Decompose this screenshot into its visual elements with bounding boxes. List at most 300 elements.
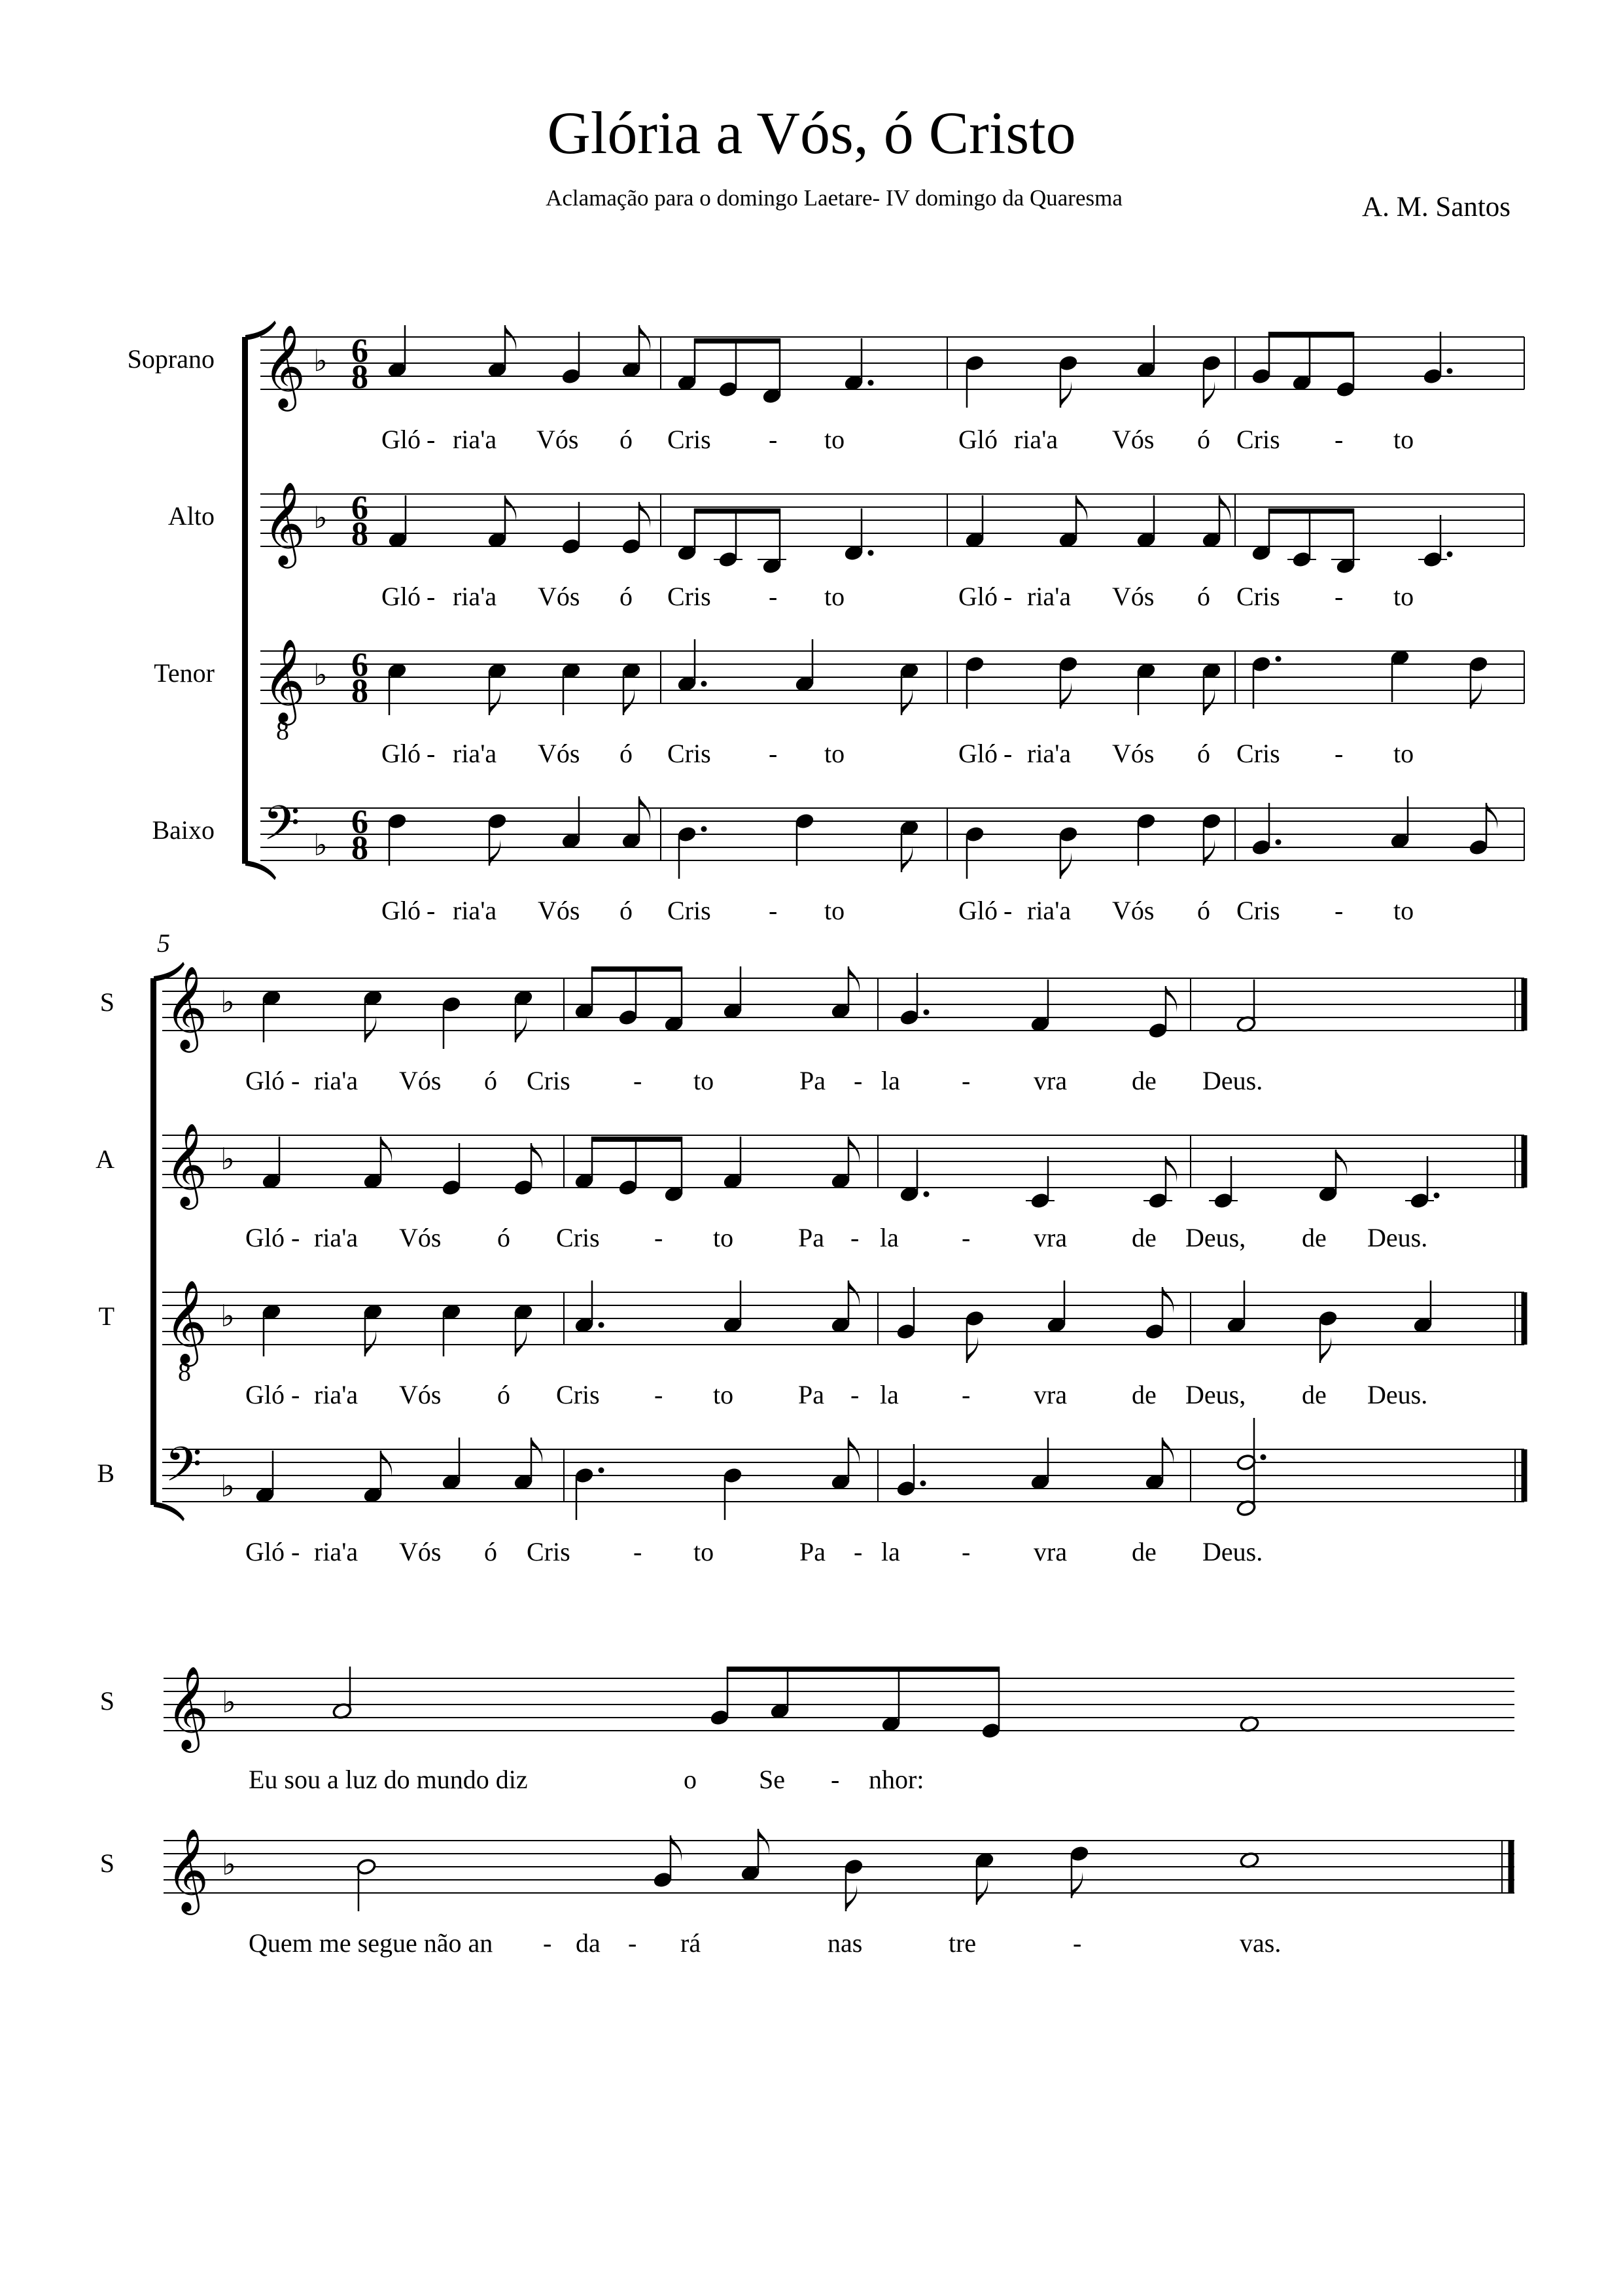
lyric-hyphen: - [850,1380,860,1409]
note [1318,1150,1348,1203]
note [1202,355,1222,408]
staff-line-group [260,494,1524,546]
lyric-syllable: ria'a [1027,896,1072,925]
lyric-syllable: Gló [381,896,421,925]
note [975,1852,995,1905]
treble-clef-icon: 𝄞 [263,481,306,565]
lyric-syllable: tre [949,1928,977,1958]
note [255,1451,275,1504]
staff-label: Baixo [152,815,215,845]
bracket-bottom [154,1502,184,1521]
lyric-syllable: Vós [399,1537,442,1566]
lyric-syllable: Vós [1112,425,1155,454]
time-signature-numerator: 6 [351,332,368,370]
lyric-hyphen: - [769,582,778,611]
beam-group [1268,332,1354,389]
lyric-syllable: Deus. [1367,1223,1428,1252]
lyric-syllable: ó [1197,739,1210,768]
note [1331,557,1360,575]
time-signature-denominator: 8 [351,516,368,553]
note [1227,1280,1247,1333]
lyric-syllable: Gló [245,1066,285,1095]
lyric-syllable: Deus, [1185,1223,1246,1252]
lyric-syllable: to [713,1223,734,1252]
lyric-syllable: de [1302,1380,1327,1409]
flat-icon: ♭ [222,1684,236,1720]
lyric-syllable: vra [1034,1223,1068,1252]
note [899,819,920,872]
note [262,1137,282,1190]
lyric-syllable: to [1393,739,1414,768]
lyric-syllable: Gló [381,739,421,768]
lyric-syllable: vas. [1240,1928,1282,1958]
lyric-syllable: Cris [667,739,711,768]
note [487,813,508,866]
lyric-hyphen: - [427,582,436,611]
note [844,508,874,561]
treble-clef-icon: 𝄞 [263,638,306,722]
note [831,1438,860,1491]
lyric-syllable: to [824,739,845,768]
note [1136,662,1157,715]
lyric-syllable: ó [1197,582,1210,611]
lyric-hyphen: - [1335,582,1344,611]
lyric-syllable: Vós [399,1380,442,1409]
note [387,813,408,866]
staff-line-group [260,808,1524,860]
note [896,1444,926,1497]
lyric-hyphen: - [654,1223,663,1252]
lyric-syllable: Gló [245,1537,285,1566]
note [388,495,408,548]
score-title: Glória a Vós, ó Cristo [547,99,1076,166]
lyric-syllable: Gló [381,425,421,454]
note [831,1137,860,1190]
lyric-syllable: Gló [958,582,998,611]
lyric-syllable: Cris [667,896,711,925]
note [965,1310,985,1363]
lyric-syllable: ó [497,1223,510,1252]
lyric-syllable: Cris [527,1537,570,1566]
lyric-syllable: vra [1034,1537,1068,1566]
lyric-hyphen: - [1073,1928,1082,1958]
note [723,966,743,1019]
lyric-syllable: Cris [556,1380,600,1409]
note [363,1137,393,1190]
lyric-syllable: Eu sou a luz do mundo diz [249,1765,528,1794]
lyric-syllable: la [880,1380,899,1409]
lyric-hyphen: - [854,1537,863,1566]
flat-icon: ♭ [220,984,235,1019]
note [332,1667,353,1720]
lyric-syllable: rá [680,1928,701,1958]
time-signature-numerator: 6 [351,646,368,684]
note [1145,1438,1174,1491]
note [831,966,860,1019]
note [1469,803,1498,856]
flat-icon: ♭ [220,1141,235,1176]
note [896,1287,916,1340]
note [1390,796,1410,849]
note [1058,826,1079,879]
note [1469,656,1489,709]
note [514,1303,534,1356]
lyric-syllable: Pa [799,1537,826,1566]
lyric-syllable: vra [1034,1380,1068,1409]
note [561,502,582,555]
note [1418,515,1453,568]
lyric-hyphen: - [769,425,778,454]
staff-label: Alto [167,501,215,531]
system-bracket [242,337,248,864]
lyric-syllable: to [824,896,845,925]
lyric-syllable: Deus, [1185,1380,1246,1409]
lyric-syllable: to [824,425,845,454]
lyric-syllable: Vós [538,739,580,768]
note [561,332,582,385]
bracket-bottom [245,860,276,880]
lyric-syllable: ria'a [314,1380,358,1409]
lyric-syllable: ria'a [1014,425,1058,454]
beam-group [727,1667,1000,1731]
lyric-syllable: nhor: [869,1765,924,1794]
note [487,662,508,715]
time-signature-denominator: 8 [351,359,368,396]
lyric-hyphen: - [1335,425,1344,454]
note [965,826,985,879]
lyric-syllable: ria'a [1027,582,1072,611]
note [1058,656,1079,709]
lyric-syllable: Cris [1236,425,1280,454]
note [723,1467,743,1520]
note [1423,332,1453,385]
lyric-syllable: ria'a [314,1066,358,1095]
note [387,325,408,378]
note [1236,980,1257,1033]
lyric-hyphen: - [633,1066,642,1095]
note [1405,1156,1440,1209]
note [561,796,582,849]
lyric-syllable: Deus. [1367,1380,1428,1409]
lyric-syllable: Vós [1112,896,1155,925]
lyric-hyphen: - [1003,896,1013,925]
note [677,639,707,692]
staff-label: A [96,1144,114,1174]
treble-clef-icon: 𝄞 [165,1279,208,1363]
note [723,1280,743,1333]
lyric-syllable: de [1132,1066,1157,1095]
note [1136,813,1157,866]
note [621,662,642,715]
note [363,989,383,1042]
note [442,996,462,1049]
octave-down-marker: 8 [178,1357,191,1386]
treble-clef-icon: 𝄞 [166,1828,209,1911]
lyric-syllable: de [1302,1223,1327,1252]
lyric-syllable: Cris [527,1066,570,1095]
lyric-hyphen: - [427,425,436,454]
lyric-syllable: da [576,1928,601,1958]
bass-clef-icon: 𝄢 [263,795,300,862]
note [677,826,707,879]
note [1058,495,1088,548]
note [487,495,517,548]
lyric-hyphen: - [769,739,778,768]
lyric-syllable: Vós [1112,582,1155,611]
lyric-hyphen: - [962,1380,971,1409]
note [1047,1280,1067,1333]
lyric-syllable: Pa [799,1066,826,1095]
beam-group [694,508,780,566]
lyric-syllable: ria'a [453,896,497,925]
note [514,1438,543,1491]
flat-icon: ♭ [313,343,328,378]
note [844,1858,864,1911]
staff-label: Tenor [154,658,215,688]
treble-clef-icon: 𝄞 [263,324,306,408]
lyric-hyphen: - [769,896,778,925]
lyric-syllable: Cris [1236,582,1280,611]
note [621,502,651,555]
note [442,1438,462,1491]
note [714,551,742,569]
lyric-syllable: la [881,1066,900,1095]
note [561,662,582,715]
lyric-syllable: ó [620,582,633,611]
lyric-syllable: Vós [538,896,580,925]
staff-label: Soprano [127,344,215,374]
lyric-syllable: Gló [381,582,421,611]
lyric-syllable: ria'a [314,1223,358,1252]
beam-group [694,338,780,396]
lyric-syllable: to [693,1066,714,1095]
lyric-hyphen: - [427,896,436,925]
note [514,1143,543,1196]
lyric-syllable: to [1393,425,1414,454]
note [262,1303,282,1356]
staff-label: S [99,987,114,1017]
note [1251,656,1282,709]
lyric-syllable: Gló [958,425,998,454]
lyric-syllable: Gló [958,896,998,925]
bass-clef-icon: 𝄢 [165,1436,202,1504]
system-bracket [150,978,156,1505]
note [899,973,930,1026]
note [795,813,815,866]
note [1070,1845,1090,1898]
lyric-syllable: Cris [667,425,711,454]
note [1030,1438,1051,1491]
lyric-syllable: la [880,1223,899,1252]
note [1202,495,1231,548]
lyric-syllable: vra [1034,1066,1068,1095]
lyric-syllable: Gló [958,739,998,768]
lyric-syllable: to [713,1380,734,1409]
lyric-hyphen: - [427,739,436,768]
lyric-hyphen: - [1003,582,1013,611]
staff-line-group [260,337,1524,389]
lyric-syllable: ó [620,896,633,925]
lyric-syllable: to [693,1537,714,1566]
note [1209,1156,1238,1209]
lyric-syllable: Pa [798,1223,824,1252]
note [1026,1156,1055,1209]
note [965,355,985,408]
note [1136,325,1157,378]
flat-icon: ♭ [222,1846,236,1882]
note [1202,662,1222,715]
note [965,656,985,709]
lyric-syllable: Deus. [1202,1537,1263,1566]
lyric-syllable: ó [1197,425,1210,454]
note [1251,803,1282,856]
lyric-syllable: ó [620,739,633,768]
lyric-syllable: Vós [399,1223,442,1252]
lyric-hyphen: - [1335,896,1344,925]
lyric-hyphen: - [1335,739,1344,768]
note [1058,355,1079,408]
staff-line-group [164,1678,1514,1731]
lyric-syllable: Deus. [1202,1066,1263,1095]
note [1202,813,1222,866]
note [1236,1418,1266,1471]
staff-label: S [99,1848,114,1878]
lyric-syllable: ó [484,1066,497,1095]
lyric-hyphen: - [291,1066,300,1095]
lyric-syllable: Vós [1112,739,1155,768]
lyric-syllable: Vós [399,1066,442,1095]
note [1287,551,1316,569]
lyric-syllable: Se [759,1765,785,1794]
lyric-syllable: ria'a [1027,739,1072,768]
lyric-syllable: ó [497,1380,510,1409]
measure-number: 5 [157,928,170,958]
note [1390,649,1410,702]
lyric-hyphen: - [628,1928,637,1958]
note [487,325,517,378]
lyric-syllable: Cris [1236,739,1280,768]
beam-group [591,966,682,1024]
octave-down-marker: 8 [276,716,289,745]
lyric-hyphen: - [654,1380,663,1409]
note [844,338,874,391]
lyric-hyphen: - [1003,739,1013,768]
time-signature-numerator: 6 [351,489,368,527]
note [1318,1310,1338,1363]
lyric-syllable: ria'a [453,425,497,454]
flat-icon: ♭ [220,1468,235,1504]
note [574,1467,604,1520]
lyric-hyphen: - [962,1223,971,1252]
lyric-hyphen: - [962,1066,971,1095]
note [621,325,651,378]
note [758,557,786,575]
score-subtitle: Aclamação para o domingo Laetare- IV domingo da Quaresma [546,185,1123,211]
lyric-syllable: nas [828,1928,863,1958]
lyric-syllable: Gló [245,1223,285,1252]
lyric-syllable: ria'a [314,1537,358,1566]
beam-group [591,1137,682,1194]
note [831,1280,860,1333]
note [442,1143,462,1196]
time-signature-denominator: 8 [351,673,368,710]
time-signature-numerator: 6 [351,804,368,841]
lyric-syllable: to [824,582,845,611]
note [653,1835,682,1888]
note [795,639,815,692]
flat-icon: ♭ [220,1298,235,1333]
lyric-syllable: to [1393,582,1414,611]
note [723,1137,743,1190]
note [965,495,985,548]
note [363,1303,383,1356]
lyric-syllable: Vós [536,425,579,454]
note [442,1303,462,1356]
time-signature-denominator: 8 [351,830,368,867]
note [1030,980,1051,1033]
lyric-syllable: Gló [245,1380,285,1409]
lyric-syllable: de [1132,1380,1157,1409]
note [621,796,651,849]
note [514,989,534,1042]
lyric-syllable: Cris [556,1223,600,1252]
note [899,662,920,715]
flat-icon: ♭ [313,827,328,862]
note [387,662,408,715]
staff-line-group [260,651,1524,703]
note [1413,1280,1433,1333]
lyric-syllable: de [1132,1223,1157,1252]
note [741,1829,770,1882]
lyric-syllable: Pa [798,1380,824,1409]
staff-label: B [97,1458,114,1488]
lyric-hyphen: - [633,1537,642,1566]
lyric-hyphen: - [850,1223,860,1252]
lyric-syllable: Quem me segue não an [249,1928,493,1958]
lyric-hyphen: - [962,1537,971,1566]
lyric-syllable: Vós [538,582,580,611]
lyric-hyphen: - [543,1928,552,1958]
lyric-syllable: la [881,1537,900,1566]
composer-name: A. M. Santos [1362,192,1510,222]
lyric-syllable: to [1393,896,1414,925]
note [363,1451,393,1504]
lyric-hyphen: - [831,1765,840,1794]
treble-clef-icon: 𝄞 [165,965,208,1049]
staff-label: T [98,1301,114,1331]
lyric-syllable: ria'a [453,739,497,768]
note [1145,1287,1174,1340]
lyric-syllable: ria'a [453,582,497,611]
lyric-hyphen: - [854,1066,863,1095]
lyric-syllable: Cris [1236,896,1280,925]
lyric-syllable: o [684,1765,697,1794]
note [1136,495,1157,548]
note [1236,1464,1257,1517]
lyric-syllable: Cris [667,582,711,611]
flat-icon: ♭ [313,657,328,692]
lyric-hyphen: - [291,1223,300,1252]
treble-clef-icon: 𝄞 [166,1665,209,1749]
lyric-syllable: de [1132,1537,1157,1566]
note [574,1280,604,1333]
lyric-syllable: ó [484,1537,497,1566]
note [357,1858,377,1911]
beam-group [1268,508,1354,566]
note [899,1150,930,1203]
lyric-syllable: ó [1197,896,1210,925]
lyric-hyphen: - [291,1537,300,1566]
